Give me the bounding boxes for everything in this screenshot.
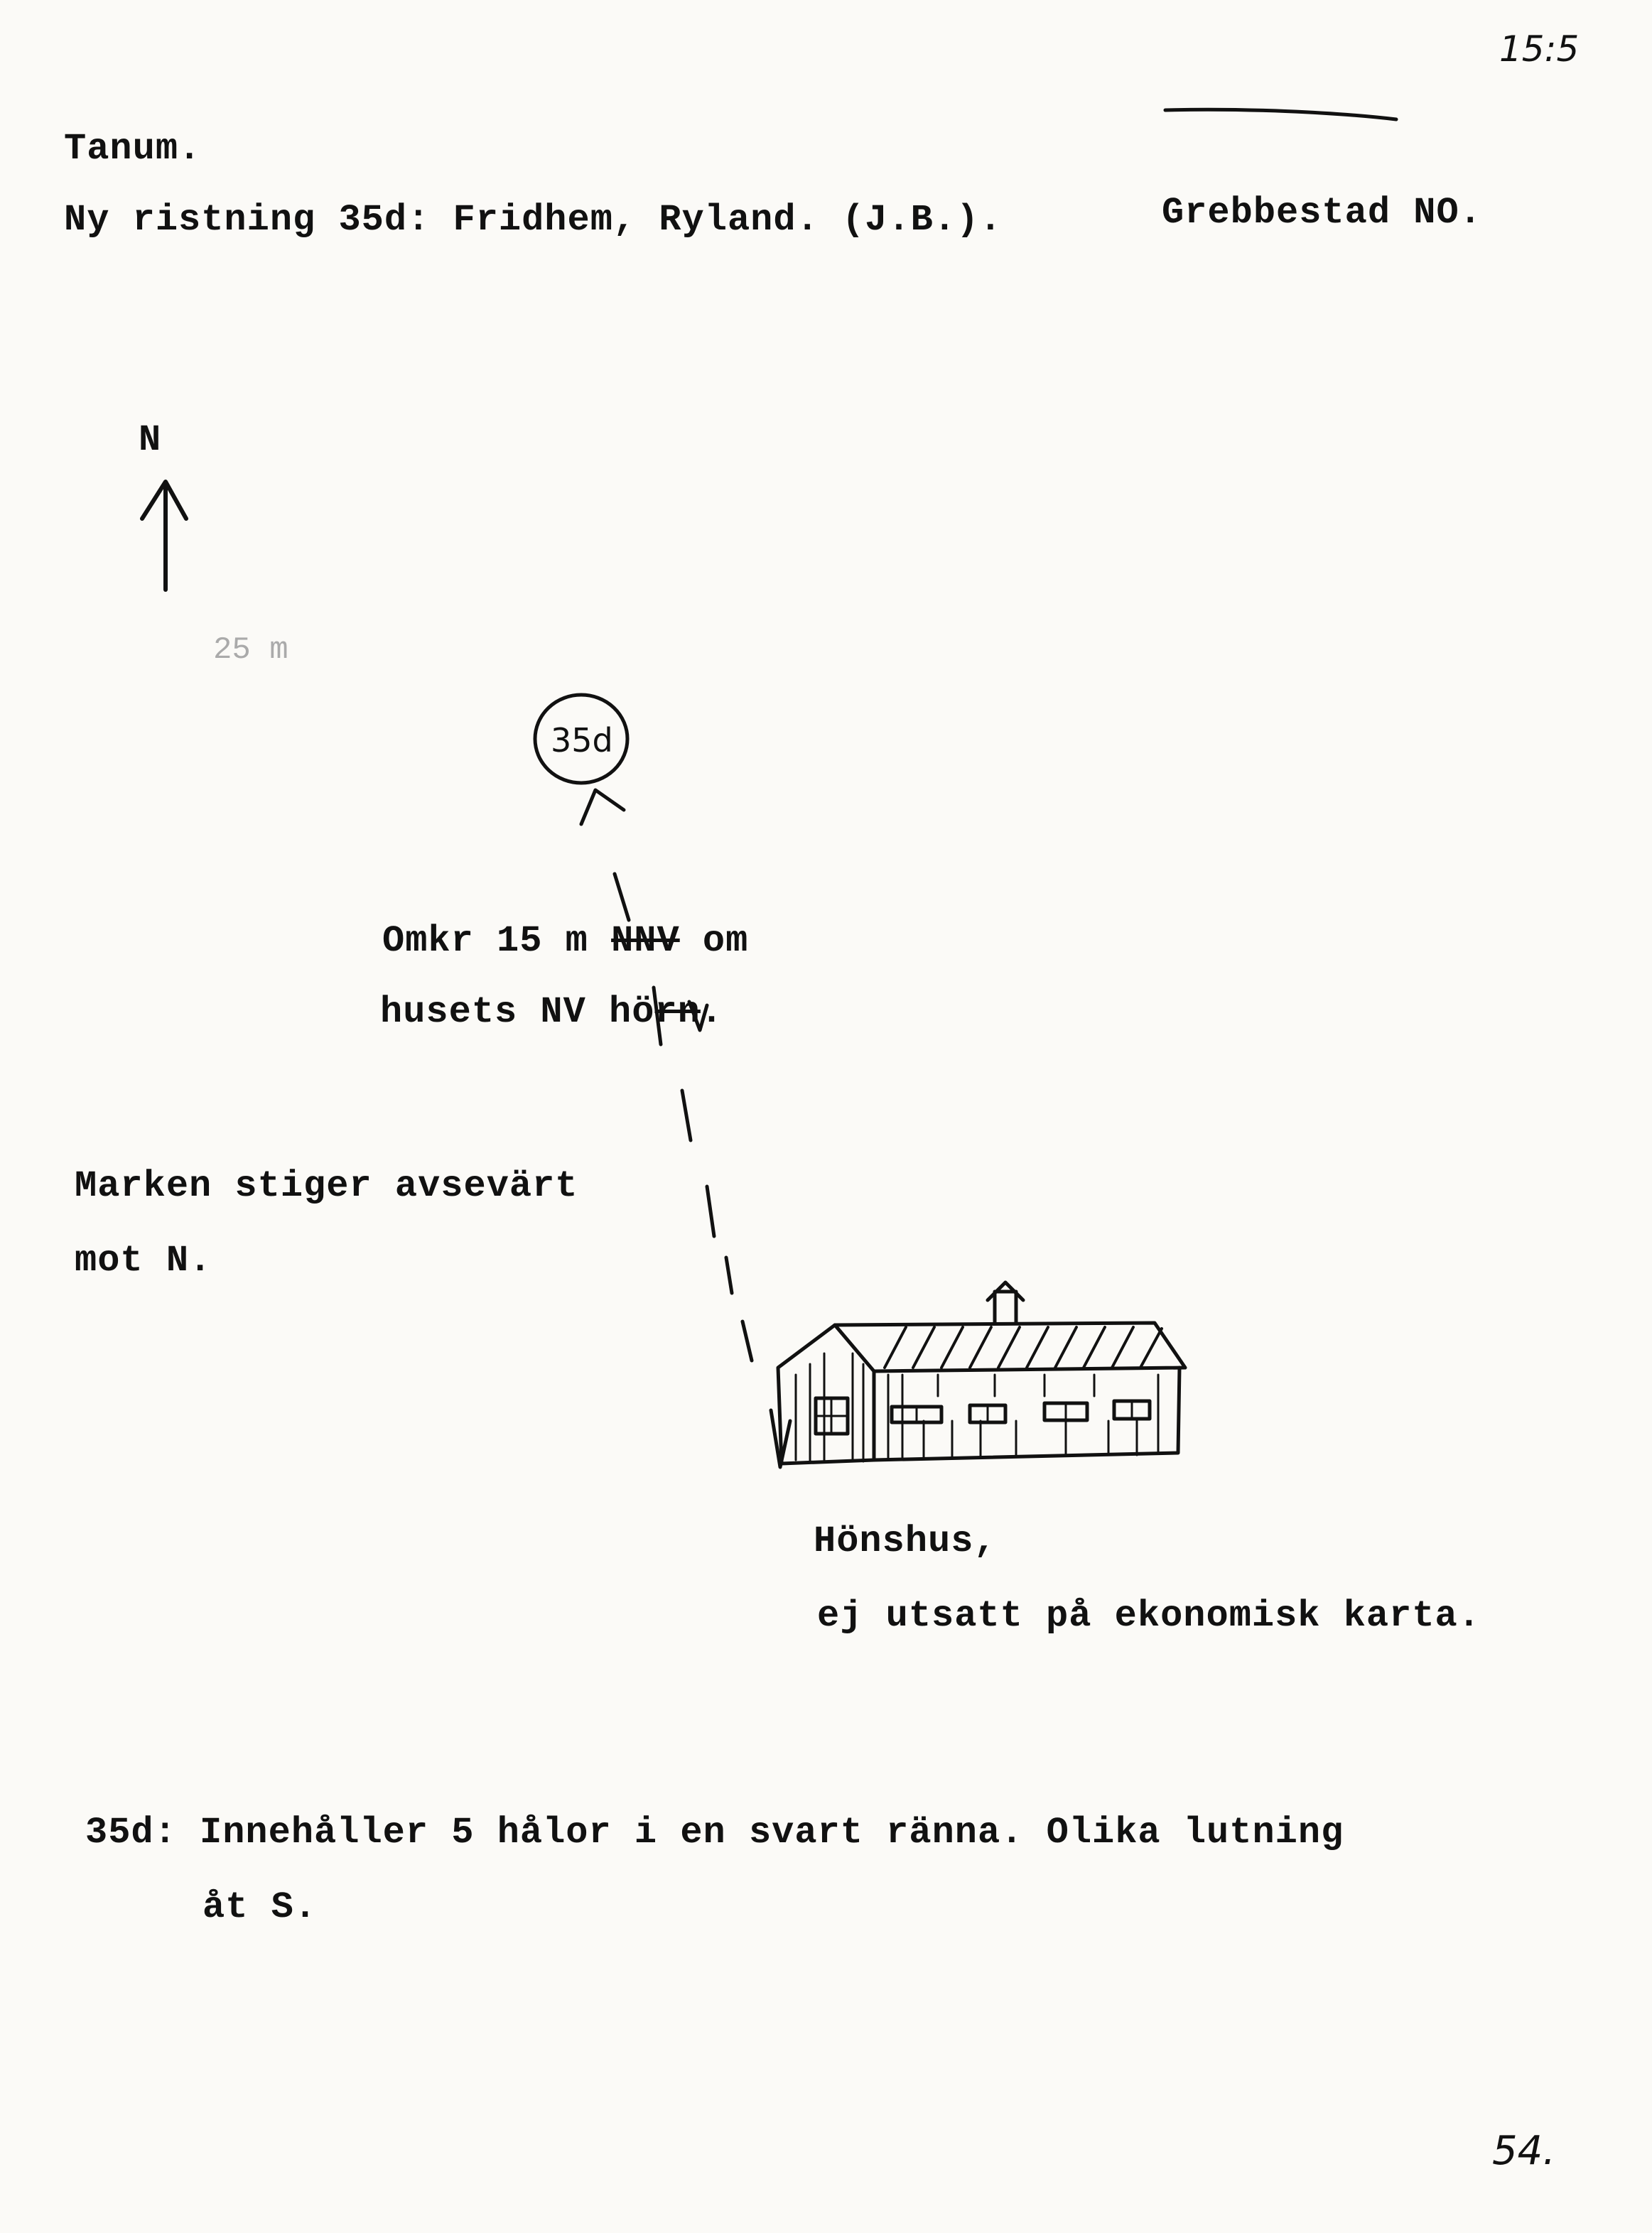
north-label: N [139, 419, 162, 461]
site-arrow-icon [581, 790, 624, 824]
site-marker-circle [535, 695, 627, 783]
building-note-line2: ej utsatt på ekonomisk karta. [817, 1595, 1481, 1637]
direction-note-struck: NNV [611, 920, 680, 962]
municipality: Tanum. [64, 128, 202, 170]
building-note-line1: Hönshus, [814, 1520, 997, 1562]
pen-stroke-top [1165, 109, 1396, 119]
direction-note-text-a: Omkr 15 m [382, 920, 588, 962]
direction-note-text-b: om [702, 920, 749, 962]
description-line1: 35d: Innehåller 5 hålor i en svart ränna. Olika lutning [85, 1812, 1344, 1854]
description-line2: åt S. [203, 1886, 318, 1928]
page-number-top: 15:5 [1499, 28, 1580, 70]
site-label: 35d [551, 721, 613, 759]
terrain-note-line2: mot N. [75, 1240, 212, 1282]
terrain-note-line1: Marken stiger avsevärt [75, 1165, 578, 1207]
hen-house-icon [778, 1282, 1185, 1464]
north-arrow-icon [142, 482, 186, 590]
document-title: Ny ristning 35d: Fridhem, Ryland. (J.B.). [64, 199, 1003, 241]
map-sheet: Grebbestad NO. [1162, 192, 1482, 234]
dashed-path [615, 874, 790, 1467]
faint-scale-text: 25 m [213, 632, 288, 668]
direction-note-text-c: husets NV hö [380, 991, 655, 1033]
direction-note-struck-2: rn [654, 991, 701, 1033]
page-number-bottom: 54. [1492, 2128, 1556, 2174]
direction-note-text-d: . [700, 991, 724, 1033]
